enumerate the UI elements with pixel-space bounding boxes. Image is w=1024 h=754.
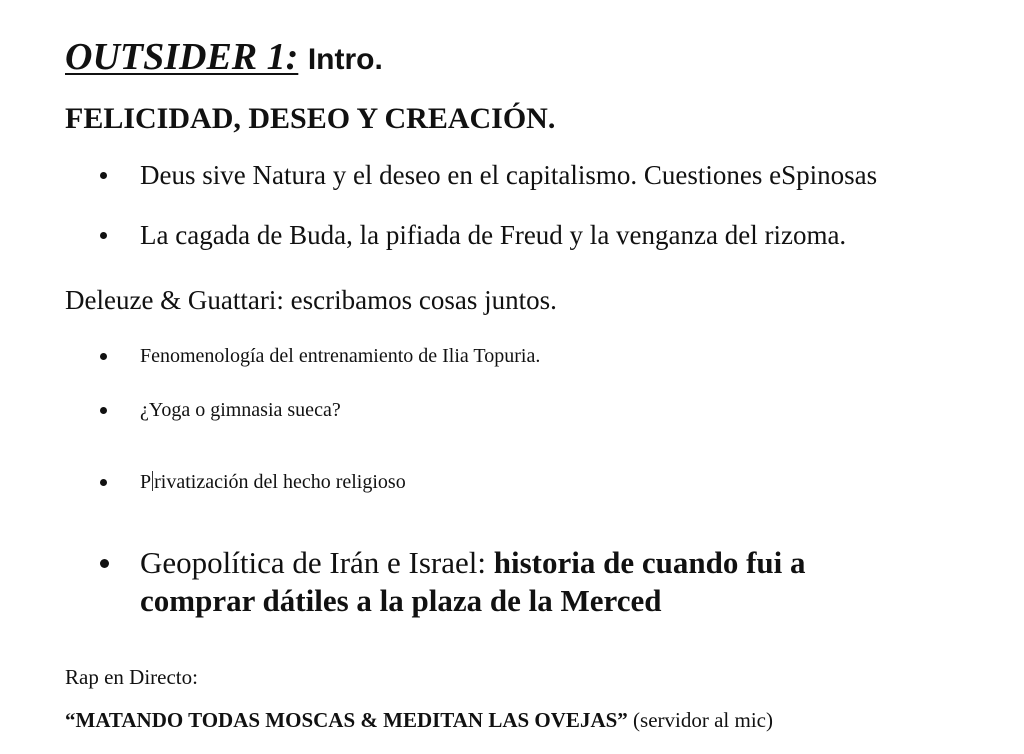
list-item xyxy=(100,469,406,493)
title-sub: Intro. xyxy=(307,43,383,76)
geo-normal-text: Geopolítica de Irán e Israel: xyxy=(140,545,494,580)
list-item-text: Deus sive Natura y el deseo en el capitalismo. Cuestiones eSpinosas xyxy=(140,160,878,190)
text-first-letter: P xyxy=(140,471,152,493)
list-item xyxy=(100,219,847,250)
list-item-text xyxy=(140,544,900,620)
bullet-dot xyxy=(100,353,107,360)
list-item xyxy=(100,159,878,190)
list-item xyxy=(100,343,541,367)
bullet-dot xyxy=(100,232,107,239)
bullet-dot xyxy=(100,559,109,568)
closing-normal: (servidor al mic) xyxy=(627,708,773,732)
closing-bold: “MATANDO TODAS MOSCAS & MEDITAN LAS OVEJAS” xyxy=(65,708,628,732)
rap-label: Rap en Directo: xyxy=(65,665,198,689)
list-item-text: Fenomenología del entrenamiento de Ilia Topuria. xyxy=(140,345,541,367)
list-item xyxy=(100,544,806,618)
geo-bold-text: historia de cuando fui a comprar dátiles a la plaza de la Merced xyxy=(140,545,806,618)
bullet-dot xyxy=(100,479,107,486)
text-cursor xyxy=(152,471,153,491)
title-main: OUTSIDER 1: xyxy=(65,36,299,78)
text-rest: rivatización del hecho religioso xyxy=(154,471,406,493)
list-item-text: ¿Yoga o gimnasia sueca? xyxy=(140,399,341,421)
bullet-dot xyxy=(100,172,107,179)
bullet-dot xyxy=(100,407,107,414)
document-title xyxy=(65,34,383,83)
list-item-text[interactable] xyxy=(140,469,406,495)
document-subtitle: FELICIDAD, DESEO Y CREACIÓN. xyxy=(65,102,556,135)
section-heading: Deleuze & Guattari: escribamos cosas juntos. xyxy=(65,285,557,315)
list-item xyxy=(100,397,341,421)
closing-line xyxy=(65,707,773,733)
list-item-text: La cagada de Buda, la pifiada de Freud y la venganza del rizoma. xyxy=(140,220,847,250)
